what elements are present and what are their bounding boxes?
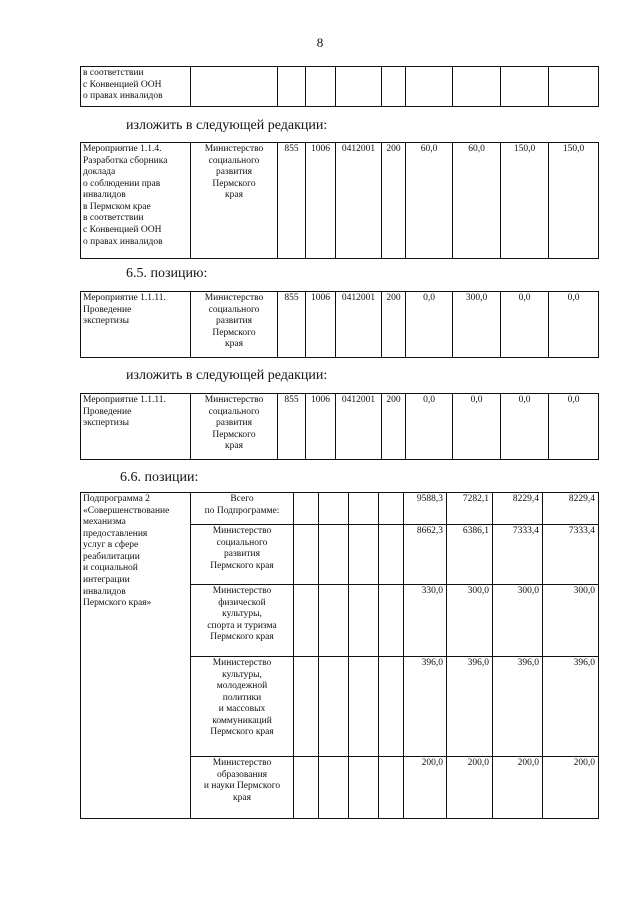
table-row xyxy=(81,394,599,460)
section-heading: изложить в следующей редакции: xyxy=(126,118,328,133)
value-cell: 200,0 xyxy=(543,757,599,819)
ministry-cell: Министерство социального развития Пермского края xyxy=(191,143,278,259)
code-cell: 200 xyxy=(382,292,406,358)
value-cell: 0,0 xyxy=(549,292,599,358)
table-activity-1-1-11-new xyxy=(80,393,599,460)
org-cell: Министерство культуры, молодежной политики и массовых коммуникаций Пермского края xyxy=(191,657,294,757)
org-cell: Всего по Подпрограмме: xyxy=(191,493,294,525)
section-heading: 6.6. позиции: xyxy=(120,470,199,485)
code-cell: 200 xyxy=(382,143,406,259)
value-cell: 0,0 xyxy=(501,292,549,358)
activity-name-cell: в соответствии с Конвенцией ООН о правах инвалидов xyxy=(81,67,191,107)
code-cell: 1006 xyxy=(306,292,336,358)
code-cell: 1006 xyxy=(306,394,336,460)
code-cell: 855 xyxy=(278,143,306,259)
value-cell: 330,0 xyxy=(404,585,447,657)
value-cell: 0,0 xyxy=(453,394,501,460)
value-cell: 300,0 xyxy=(447,585,493,657)
value-cell: 0,0 xyxy=(549,394,599,460)
value-cell: 9588,3 xyxy=(404,493,447,525)
section-heading: 6.5. позицию: xyxy=(126,266,208,281)
value-cell: 8662,3 xyxy=(404,525,447,585)
activity-name-cell: Мероприятие 1.1.4. Разработка сборника доклада о соблюдении прав инвалидов в Пермском крае в соответствии с Конвенцией ООН о правах инвалидов xyxy=(81,143,191,259)
org-cell: Министерство образования и науки Пермского края xyxy=(191,757,294,819)
value-cell: 150,0 xyxy=(501,143,549,259)
value-cell: 8229,4 xyxy=(543,493,599,525)
value-cell: 150,0 xyxy=(549,143,599,259)
value-cell: 7333,4 xyxy=(543,525,599,585)
section-heading: изложить в следующей редакции: xyxy=(126,368,328,383)
subprogram-name-cell: Подпрограмма 2 «Совершенствование механизма предоставления услуг в сфере реабилитации и социальной интеграции инвалидов Пермского края» xyxy=(81,493,191,819)
code-cell: 855 xyxy=(278,394,306,460)
value-cell: 60,0 xyxy=(406,143,453,259)
code-cell: 0412001 xyxy=(336,394,382,460)
ministry-cell: Министерство социального развития Пермского края xyxy=(191,394,278,460)
value-cell: 396,0 xyxy=(404,657,447,757)
org-cell: Министерство физической культуры, спорта и туризма Пермского края xyxy=(191,585,294,657)
value-cell: 0,0 xyxy=(501,394,549,460)
value-cell: 200,0 xyxy=(493,757,543,819)
value-cell: 6386,1 xyxy=(447,525,493,585)
table-row xyxy=(81,493,599,525)
value-cell: 300,0 xyxy=(543,585,599,657)
table-row xyxy=(81,292,599,358)
value-cell: 200,0 xyxy=(404,757,447,819)
activity-name-cell: Мероприятие 1.1.11. Проведение экспертизы xyxy=(81,292,191,358)
value-cell: 300,0 xyxy=(493,585,543,657)
value-cell: 0,0 xyxy=(406,394,453,460)
page-number: 8 xyxy=(316,35,324,50)
table-subprogram-2 xyxy=(80,492,599,819)
value-cell: 60,0 xyxy=(453,143,501,259)
value-cell: 8229,4 xyxy=(493,493,543,525)
value-cell: 396,0 xyxy=(493,657,543,757)
code-cell: 200 xyxy=(382,394,406,460)
value-cell: 7282,1 xyxy=(447,493,493,525)
table-row xyxy=(81,143,599,259)
table-row xyxy=(81,67,599,107)
value-cell: 396,0 xyxy=(447,657,493,757)
value-cell: 396,0 xyxy=(543,657,599,757)
code-cell: 0412001 xyxy=(336,143,382,259)
value-cell: 200,0 xyxy=(447,757,493,819)
value-cell: 7333,4 xyxy=(493,525,543,585)
code-cell: 1006 xyxy=(306,143,336,259)
org-cell: Министерство социального развития Пермского края xyxy=(191,525,294,585)
ministry-cell: Министерство социального развития Пермского края xyxy=(191,292,278,358)
code-cell: 855 xyxy=(278,292,306,358)
activity-name-cell: Мероприятие 1.1.11. Проведение экспертизы xyxy=(81,394,191,460)
table-fragment-top xyxy=(80,66,599,107)
value-cell: 300,0 xyxy=(453,292,501,358)
table-activity-1-1-4 xyxy=(80,142,599,259)
code-cell: 0412001 xyxy=(336,292,382,358)
table-activity-1-1-11-old xyxy=(80,291,599,358)
value-cell: 0,0 xyxy=(406,292,453,358)
